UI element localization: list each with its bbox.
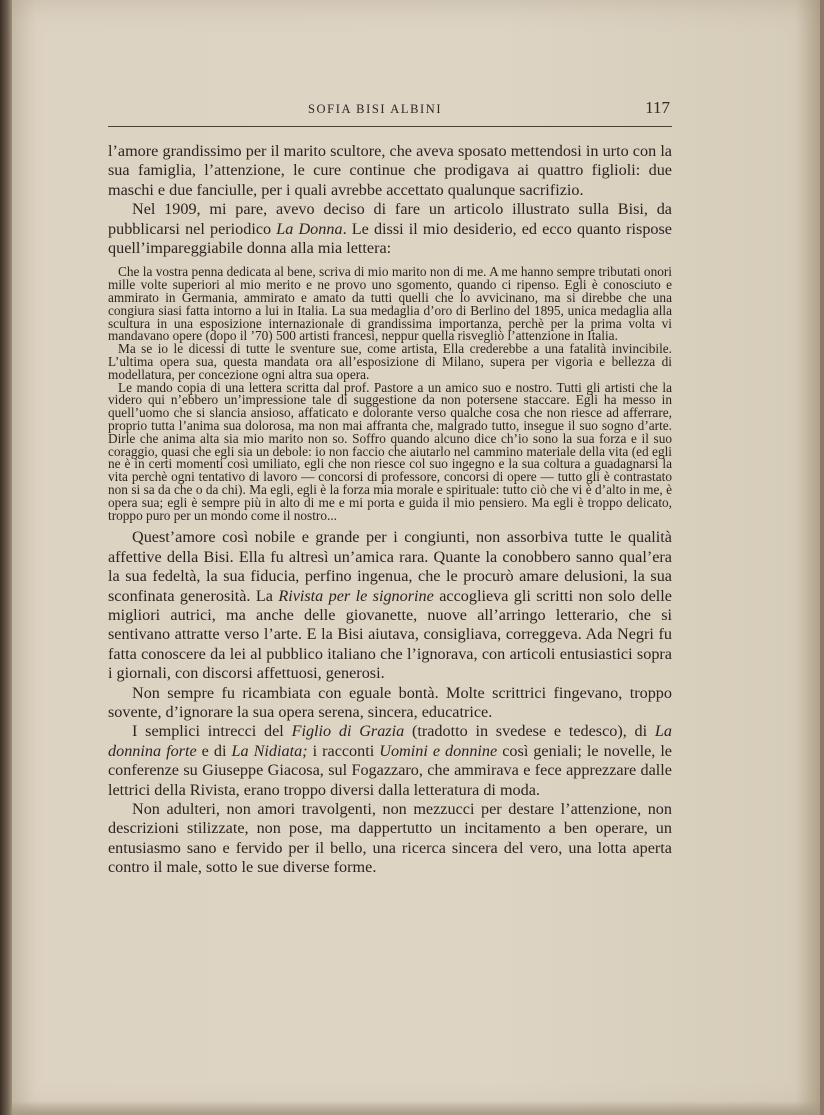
page-header xyxy=(108,96,672,127)
paragraph-5: I semplici intrecci del Figlio di Grazia (tradotto in svedese e tedesco), di La donnina forte e di La Nidiata; i racconti Uomini e donnine così geniali; le novelle, le conferenze su Giuseppe Giacosa, sul Fogazzaro, che ammirava e fece apprezzare dalle lettrici della Rivista, erano troppo diversi dalla letteratura di moda. xyxy=(108,722,672,799)
book-title-2: La donnina forte xyxy=(108,722,672,760)
book-spine xyxy=(0,0,12,1115)
quote-paragraph-1: Che la vostra penna dedicata al bene, scriva di mio marito non di me. A me hanno sempre tributati onori mille volte superiori al mio merito e ne provo uno sgomento, quando ci ripenso. Egli è conosciuto e ammirato in Germania, ammirato e amato da tutti quelli che lo avvicinano, ma si direbbe che una congiura siasi fatta intorno a lui in Italia. La sua medaglia d’oro di Berlino del 1895, unica medaglia alla scultura in una esposizione internazionale di grandissima importanza, perchè per la prima volta vi mandavano opere (dopo il ’70) 500 artisti francesi, neppur quella risvegliò l’attenzione in Italia. xyxy=(108,264,672,344)
letter-quote xyxy=(108,266,672,522)
page-bottom-edge xyxy=(12,1101,820,1115)
book-title-3: La Nidiata; xyxy=(231,741,308,760)
paragraph-6: Non adulteri, non amori travolgenti, non mezzucci per destare l’attenzione, non descrizioni stilizzate, non pose, ma dappertutto un incitamento a ben operare, un entusiasmo sano e fervido per il bello, una ricerca sincera del vero, una lotta aperta contro il male, sotto le sue diverse forme. xyxy=(108,800,672,877)
running-title: SOFIA BISI ALBINI xyxy=(308,102,443,116)
paragraph-2: Nel 1909, mi pare, avevo deciso di fare un articolo illustrato sulla Bisi, da pubblicarsi nel periodico La Donna. Le dissi il mio desiderio, ed ecco quanto rispose quell’impareggiabile donna alla mia lettera: xyxy=(108,200,672,258)
periodical-title: La Donna xyxy=(276,219,343,238)
body-text xyxy=(108,142,672,878)
paragraph-3: Quest’amore così nobile e grande per i congiunti, non assorbiva tutte le qualità affettive della Bisi. Ella fu altresì un’amica rara. Quante la conobbero sanno qual’era la sua fedeltà, la sua fiducia, perfino ingenua, che le procurò amare delusioni, la sua sconfinata generosità. La Rivista per le signorine accoglieva gli scritti non solo delle migliori autrici, ma anche delle giovanette, nuove all’arringo letterario, che si sentivano attratte verso l’arte. E la Bisi aiutava, consigliava, correggeva. Ada Negri fu fatta conoscere da lei al pubblico italiano che l’ignorava, con articoli entusiastici sopra i giornali, con discorsi affettuosi, generosi. xyxy=(108,528,672,683)
paragraph-1: l’amore grandissimo per il marito scultore, che aveva sposato mettendosi in urto con la sua famiglia, l’attenzione, le cure continue che prodigava ai quattro figlioli: due maschi e due fanciulle, per i quali avrebbe accettato qualunque sacrifizio. xyxy=(108,142,672,199)
magazine-title: Rivista per le signorine xyxy=(278,586,434,605)
paragraph-4: Non sempre fu ricambiata con eguale bontà. Molte scrittrici fingevano, troppo sovente, d’ignorare la sua opera serena, sincera, educatrice. xyxy=(108,683,672,722)
book-title-4: Uomini e donnine xyxy=(379,741,498,760)
page-number: 117 xyxy=(645,98,670,117)
book-title-1: Figlio di Grazia xyxy=(291,722,405,741)
quote-paragraph-3: Le mando copia di una lettera scritta dal prof. Pastore a un amico suo e nostro. Tutti gli artisti che la videro qui n’ebbero un’impressione tale di suggestione da non potersene staccare. Egli ha messo in quell’uomo che si slancia ansioso, affaticato e dolorante verso qualche cosa che non riesce ad afferrare, proprio tutta l’anima sua dolorosa, ma non mai affranta che, malgrado tutto, insegue il suo sogno d’arte. Dirle che anima alta sia mio marito non so. Soffro quando alcuno dice ch’io sono la sua forza e il suo coraggio, quasi che egli sia un debole: io non faccio che aiutarlo nel cammino materiale della vita (ed egli ne è in certi momenti così umiliato, egli che non riesce col suo ingegno e la sua coltura a guadagnarsi la vita perchè ogni tentativo di lavoro — concorsi di professore, concorsi di opere — tutto gli è contrastato non si sa da che o da chi). Ma egli, egli è la forza mia morale e spirituale: tutto ciò che vi è d’alto in me, è opera sua; egli è sempre più in alto di me e mi porta e guida il mio pensiero. Ma egli è troppo delicato, troppo puro per un mondo come il nostro... xyxy=(108,379,672,523)
quote-paragraph-2: Ma se io le dicessi di tutte le sventure sue, come artista, Ella crederebbe a una fatalità invincibile. L’ultima opera sua, questa mandata ora all’esposizione di Milano, supera per vigoria e bellezza di modellatura, per concezione ogni altra sua opera. xyxy=(108,341,672,382)
